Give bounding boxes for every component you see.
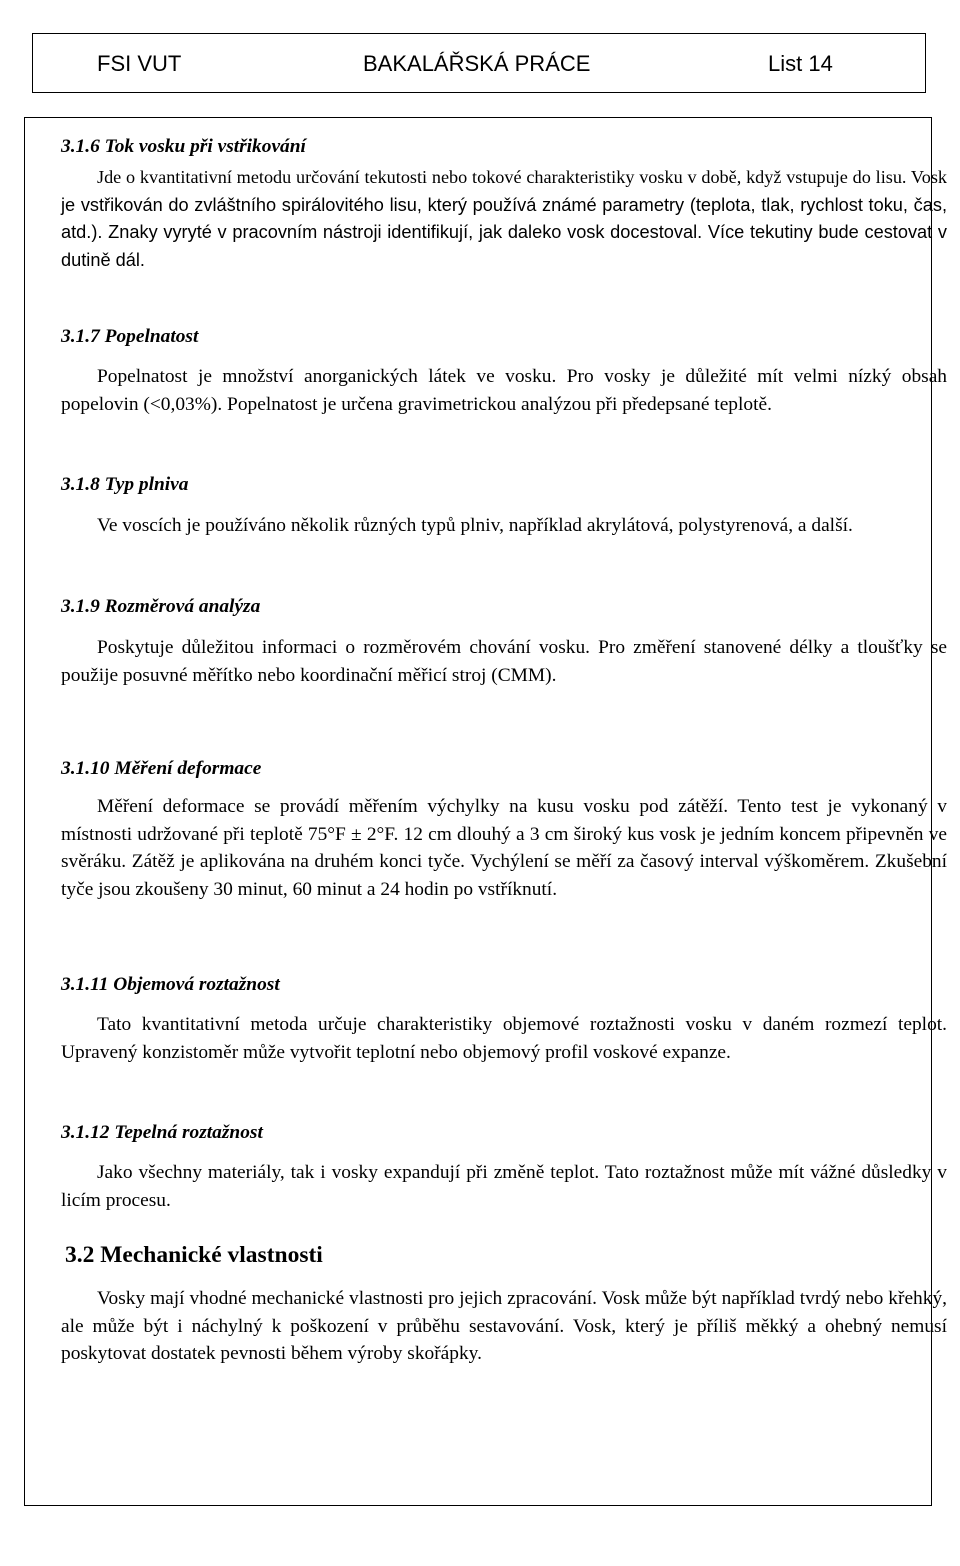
section-text-3-1-10: Měření deformace se provádí měřením výchylky na kusu vosku pod zátěží. Tento test je vykonaný v místnosti udržované při teplotě 75°F ± 2°F. 12 cm dlouhý a 3 cm široký kus vosk je jedním koncem připevněn ve svěráku. Zátěž je aplikována na druhém konci tyče. Vychýlení se měří za časový interval výškoměrem. Zkušební tyče jsou zkoušeny 30 minut, 60 minut a 24 hodin po vstříknutí. bbox=[61, 796, 947, 900]
header-faculty: FSI VUT bbox=[97, 51, 182, 76]
section-text-3-1-9: Poskytuje důležitou informaci o rozměrovém chování vosku. Pro změření stanovené délky a tloušťky se použije posuvné měřítko nebo koordinační měřicí stroj (CMM). bbox=[61, 637, 947, 686]
page-header bbox=[32, 33, 926, 93]
header-page-number: List 14 bbox=[768, 51, 833, 76]
section-heading-3-2: 3.2 Mechanické vlastnosti bbox=[65, 1242, 323, 1268]
page-body bbox=[24, 117, 947, 1506]
section-text-3-1-12: Jako všechny materiály, tak i vosky expandují při změně teplot. Tato roztažnost může mít vážné důsledky v licím procesu. bbox=[61, 1162, 947, 1211]
section-text-3-1-11: Tato kvantitativní metoda určuje charakteristiky objemové roztažnosti vosku v daném rozmezí teplot. Upravený konzistoměr může vytvořit teplotní nebo objemový profil voskové expanze. bbox=[61, 1014, 947, 1063]
section-heading-3-1-8: 3.1.8 Typ plniva bbox=[61, 474, 189, 495]
section-heading-3-1-9: 3.1.9 Rozměrová analýza bbox=[61, 596, 261, 617]
section-heading-3-1-6: 3.1.6 Tok vosku při vstřikování bbox=[61, 136, 306, 157]
section-text-3-1-8: Ve voscích je používáno několik různých typů plniv, například akrylátová, polystyrenová, a další. bbox=[97, 515, 853, 536]
section-heading-3-1-12: 3.1.12 Tepelná roztažnost bbox=[61, 1122, 263, 1143]
section-text-3-2: Vosky mají vhodné mechanické vlastnosti pro jejich zpracování. Vosk může být například tvrdý nebo křehký, ale může být i náchylný k poškození v průběhu sestavování. Vosk, který je příliš měkký a ohebný nemusí poskytovat dostatek pevnosti během výroby skořápky. bbox=[61, 1288, 947, 1365]
section-heading-3-1-7: 3.1.7 Popelnatost bbox=[61, 326, 199, 347]
section-text-3-1-7: Popelnatost je množství anorganických látek ve vosku. Pro vosky je důležité mít velmi nízký obsah popelovin (<0,03%). Popelnatost je určena gravimetrickou analýzou při předepsané teplotě. bbox=[61, 366, 947, 415]
section-text-3-1-6: Jde o kvantitativní metodu určování tekutosti nebo tokové charakteristiky vosku v době, když vstupuje do lisu. Vosk je vstřikován do zvláštního spirálovitého lisu, který používá známé parametry (teplota, tlak, rychlost toku, čas, atd.). Znaky vyryté v pracovním nástroji identifikují, jak daleko vosk docestoval. Více tekutiny bude cestovat v dutině dál. bbox=[61, 167, 947, 270]
header-thesis-type: BAKALÁŘSKÁ PRÁCE bbox=[363, 51, 591, 76]
section-heading-3-1-10: 3.1.10 Měření deformace bbox=[61, 758, 262, 779]
section-heading-3-1-11: 3.1.11 Objemová roztažnost bbox=[61, 974, 280, 995]
